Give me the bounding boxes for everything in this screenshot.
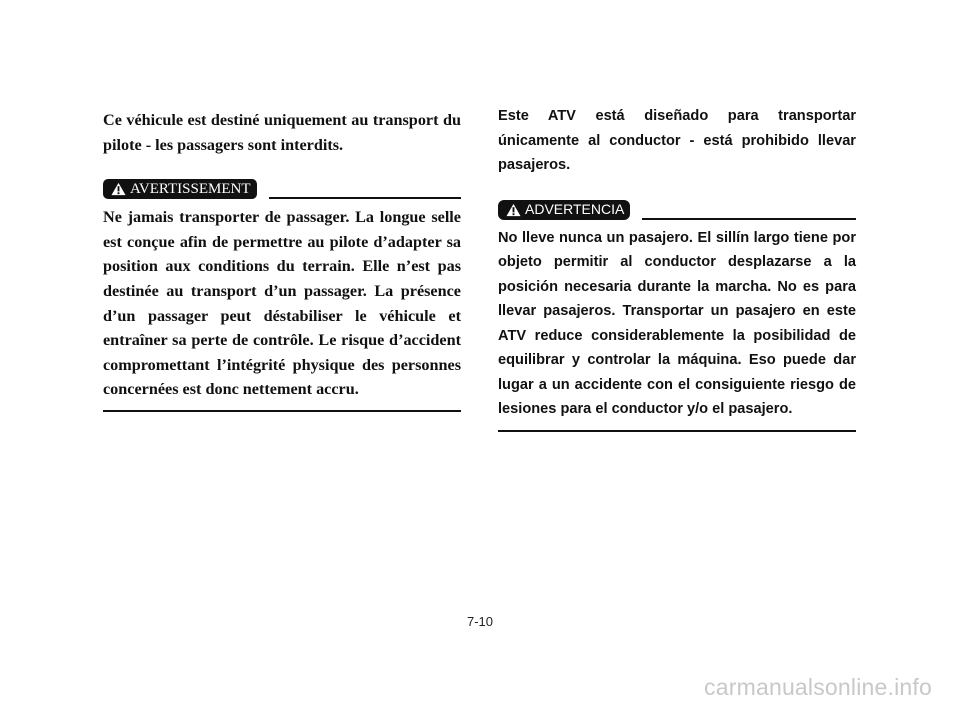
page-number: 7-10 [466,614,494,629]
warning-triangle-icon [111,182,126,196]
french-warning-header [103,179,461,199]
french-warning-text: Ne jamais transporter de passager. La longue selle est conçue afin de permettre au pilote d’adapter sa position aux conditions du terrain. Elle n’est pas destinée au transport d’un passager. La présence d’un passager peut déstabiliser le véhicule et entraîner sa perte de contrôle. Le risque d’accident compromettant l’intégrité physique des personnes concernées est donc nettement accru. [103,208,461,399]
spanish-warning-rule [642,218,856,220]
spanish-warning-header [498,200,856,220]
french-intro: Ce véhicule est destiné uniquement au transport du pilote - les passagers sont interdits. [103,111,461,154]
french-warning-label: AVERTISSEMENT [130,180,251,197]
french-warning-rule [269,197,462,199]
spanish-warning-label: ADVERTENCIA [525,201,625,218]
spanish-warning-text: No lleve nunca un pasajero. El sillín largo tiene por objeto permitir al conductor desplazarse a la posición necesaria durante la marcha. No es para llevar pasajeros. Transportar un pasajero en este ATV reduce considerablemente la posibilidad de equilibrar y controlar la máquina. Eso puede dar lugar a un accidente con el consiguiente riesgo de lesiones para el conductor y/o el pasajero. [498,229,856,417]
spanish-end-rule [498,430,856,432]
spanish-intro: Este ATV está diseñado para transportar únicamente al conductor - está prohibido llevar pasajeros. [498,108,856,173]
watermark: carmanualsonline.info [704,674,932,700]
spanish-column [498,104,856,432]
french-column [103,108,461,412]
spanish-warning-badge [498,200,630,220]
french-warning-badge [103,179,257,199]
french-end-rule [103,410,461,412]
warning-triangle-icon [506,203,521,217]
